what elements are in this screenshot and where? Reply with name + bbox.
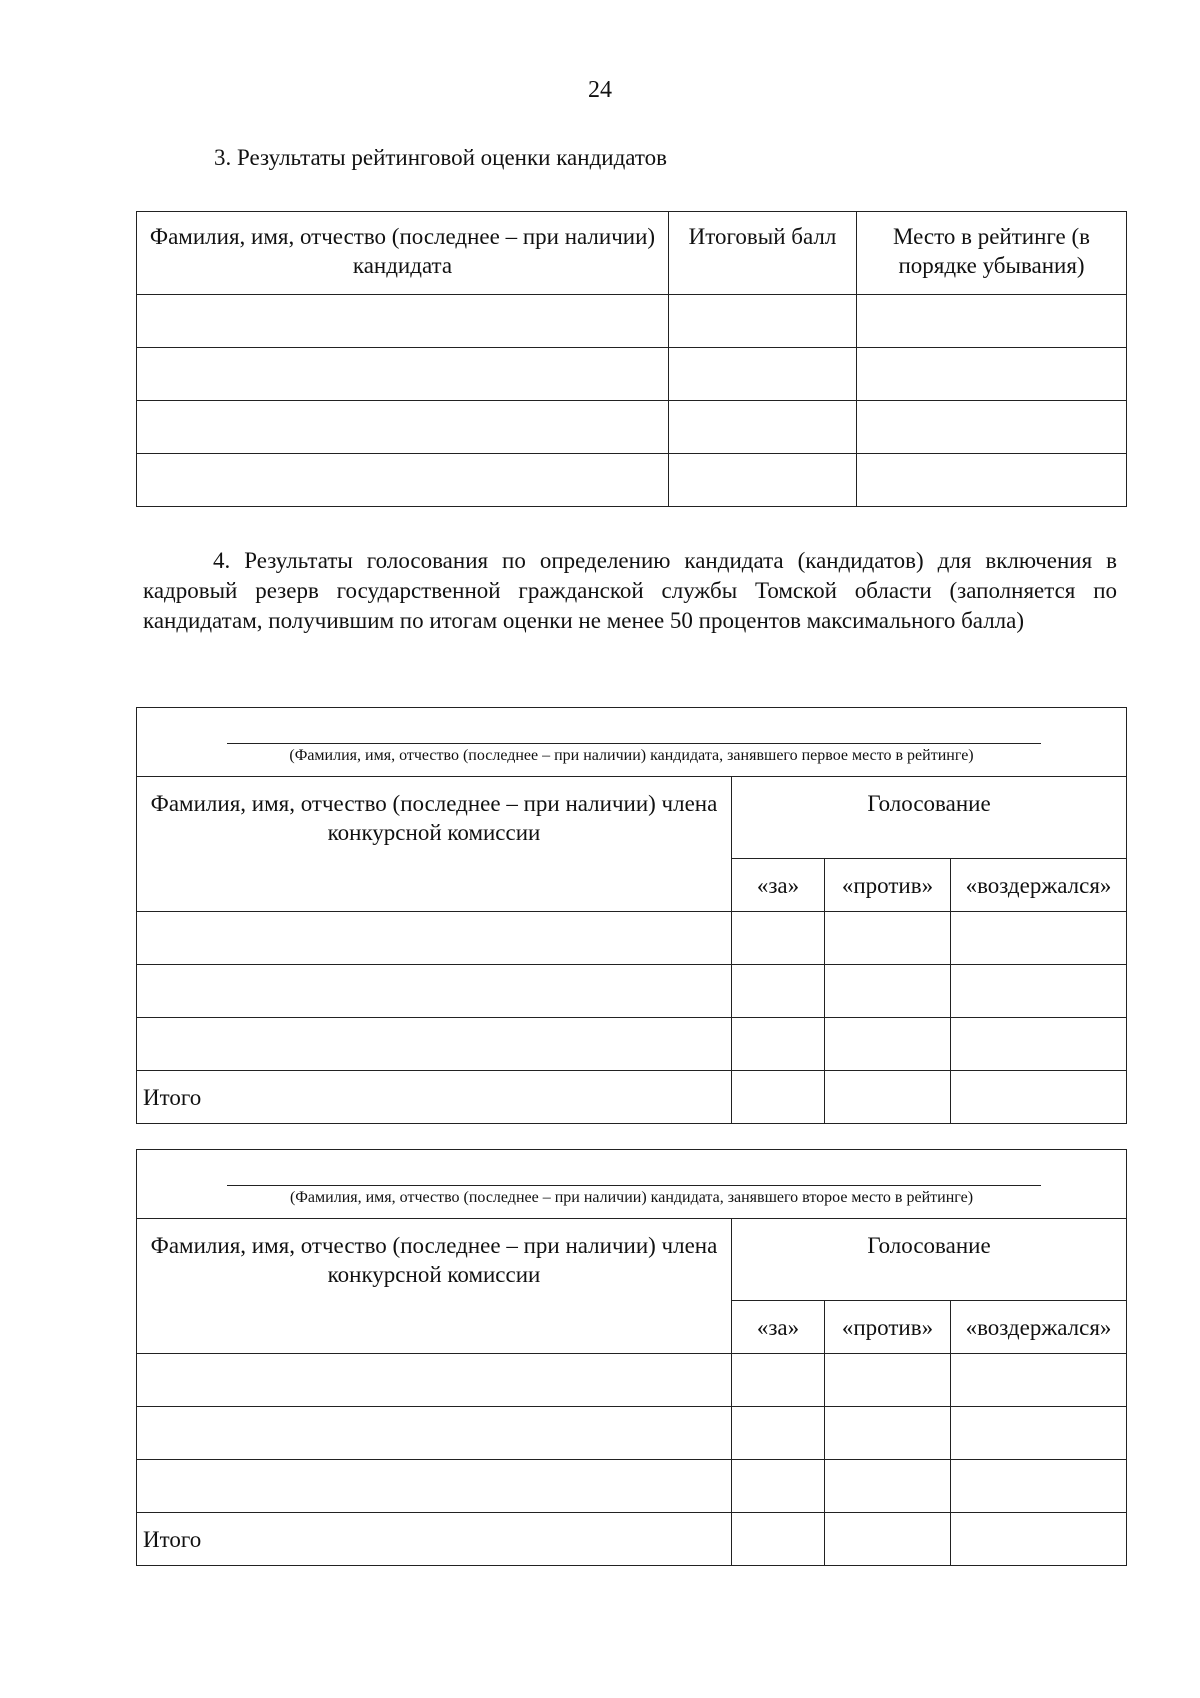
table-cell[interactable] <box>732 1460 825 1513</box>
candidate-caption: (Фамилия, имя, отчество (последнее – при наличии) кандидата, занявшего первое место в рейтинге) <box>289 747 974 764</box>
candidate-name-header: Фамилия, имя, отчество (последнее – при наличии) кандидата <box>137 212 669 295</box>
table-cell[interactable] <box>951 912 1127 965</box>
table-cell[interactable] <box>825 1354 951 1407</box>
voting-header: Голосование <box>732 1219 1127 1301</box>
section-3-title: 3. Результаты рейтинговой оценки кандидатов <box>214 145 668 170</box>
candidate-row <box>137 708 1127 777</box>
table-cell[interactable] <box>732 912 825 965</box>
table-row <box>137 912 1127 965</box>
table-cell[interactable] <box>732 1354 825 1407</box>
total-label: Итого <box>137 1071 732 1124</box>
table-cell[interactable] <box>857 295 1127 348</box>
vote-against-header: «против» <box>825 859 951 912</box>
table-cell[interactable] <box>137 912 732 965</box>
voting-header-row <box>137 777 1127 859</box>
candidate-cell[interactable] <box>137 708 1127 777</box>
table-cell[interactable] <box>951 1460 1127 1513</box>
table-cell[interactable] <box>825 1071 951 1124</box>
table-cell[interactable] <box>825 1018 951 1071</box>
voting-table-second-place <box>136 1149 1127 1566</box>
voting-header: Голосование <box>732 777 1127 859</box>
rating-place-header: Место в рейтинге (в порядке убывания) <box>857 212 1127 295</box>
total-row <box>137 1071 1127 1124</box>
table-cell[interactable] <box>857 348 1127 401</box>
table-cell[interactable] <box>951 1018 1127 1071</box>
table-cell[interactable] <box>669 401 857 454</box>
candidate-name-line <box>227 1185 1041 1186</box>
vote-for-header: «за» <box>732 1301 825 1354</box>
table-cell[interactable] <box>951 1513 1127 1566</box>
vote-abstain-header: «воздержался» <box>951 1301 1127 1354</box>
total-row <box>137 1513 1127 1566</box>
table-row <box>137 1407 1127 1460</box>
table-cell[interactable] <box>951 965 1127 1018</box>
table-cell[interactable] <box>825 1513 951 1566</box>
total-label: Итого <box>137 1513 732 1566</box>
table-row <box>137 1354 1127 1407</box>
voting-header-row <box>137 1219 1127 1301</box>
table-cell[interactable] <box>137 348 669 401</box>
vote-for-header: «за» <box>732 859 825 912</box>
table-cell[interactable] <box>825 1460 951 1513</box>
table-row <box>137 965 1127 1018</box>
table-cell[interactable] <box>857 401 1127 454</box>
candidate-name-line <box>227 743 1041 744</box>
table-cell[interactable] <box>137 1407 732 1460</box>
voting-table-first-place <box>136 707 1127 1124</box>
table-cell[interactable] <box>732 1071 825 1124</box>
table-cell[interactable] <box>137 295 669 348</box>
table-row <box>137 1460 1127 1513</box>
table-cell[interactable] <box>732 1407 825 1460</box>
table-cell[interactable] <box>669 454 857 507</box>
rating-header-row <box>137 212 1127 295</box>
table-cell[interactable] <box>669 348 857 401</box>
table-cell[interactable] <box>137 401 669 454</box>
table-cell[interactable] <box>137 1354 732 1407</box>
table-cell[interactable] <box>732 965 825 1018</box>
table-cell[interactable] <box>951 1354 1127 1407</box>
vote-against-header: «против» <box>825 1301 951 1354</box>
candidate-caption: (Фамилия, имя, отчество (последнее – при наличии) кандидата, занявшего второе место в рейтинге) <box>289 1189 974 1206</box>
table-row <box>137 454 1127 507</box>
table-row <box>137 401 1127 454</box>
table-row <box>137 348 1127 401</box>
table-cell[interactable] <box>857 454 1127 507</box>
table-cell[interactable] <box>669 295 857 348</box>
section-4-paragraph: 4. Результаты голосования по определению кандидата (кандидатов) для включения в кадровый резерв государственной гражданской службы Томской области (заполняется по кандидатам, получившим по итогам оценки не менее 50 процентов максимального балла) <box>143 548 1117 633</box>
page-number: 24 <box>588 77 612 103</box>
table-cell[interactable] <box>825 1407 951 1460</box>
member-name-header: Фамилия, имя, отчество (последнее – при наличии) члена конкурсной комиссии <box>137 777 732 912</box>
table-cell[interactable] <box>825 965 951 1018</box>
candidate-row <box>137 1150 1127 1219</box>
table-cell[interactable] <box>732 1018 825 1071</box>
rating-results-table <box>136 211 1127 507</box>
table-cell[interactable] <box>825 912 951 965</box>
total-score-header: Итоговый балл <box>669 212 857 295</box>
table-cell[interactable] <box>951 1071 1127 1124</box>
table-cell[interactable] <box>137 1460 732 1513</box>
table-cell[interactable] <box>137 454 669 507</box>
table-cell[interactable] <box>137 1018 732 1071</box>
table-row <box>137 1018 1127 1071</box>
table-cell[interactable] <box>951 1407 1127 1460</box>
vote-abstain-header: «воздержался» <box>951 859 1127 912</box>
table-cell[interactable] <box>137 965 732 1018</box>
candidate-cell[interactable] <box>137 1150 1127 1219</box>
table-cell[interactable] <box>732 1513 825 1566</box>
table-row <box>137 295 1127 348</box>
member-name-header: Фамилия, имя, отчество (последнее – при наличии) члена конкурсной комиссии <box>137 1219 732 1354</box>
